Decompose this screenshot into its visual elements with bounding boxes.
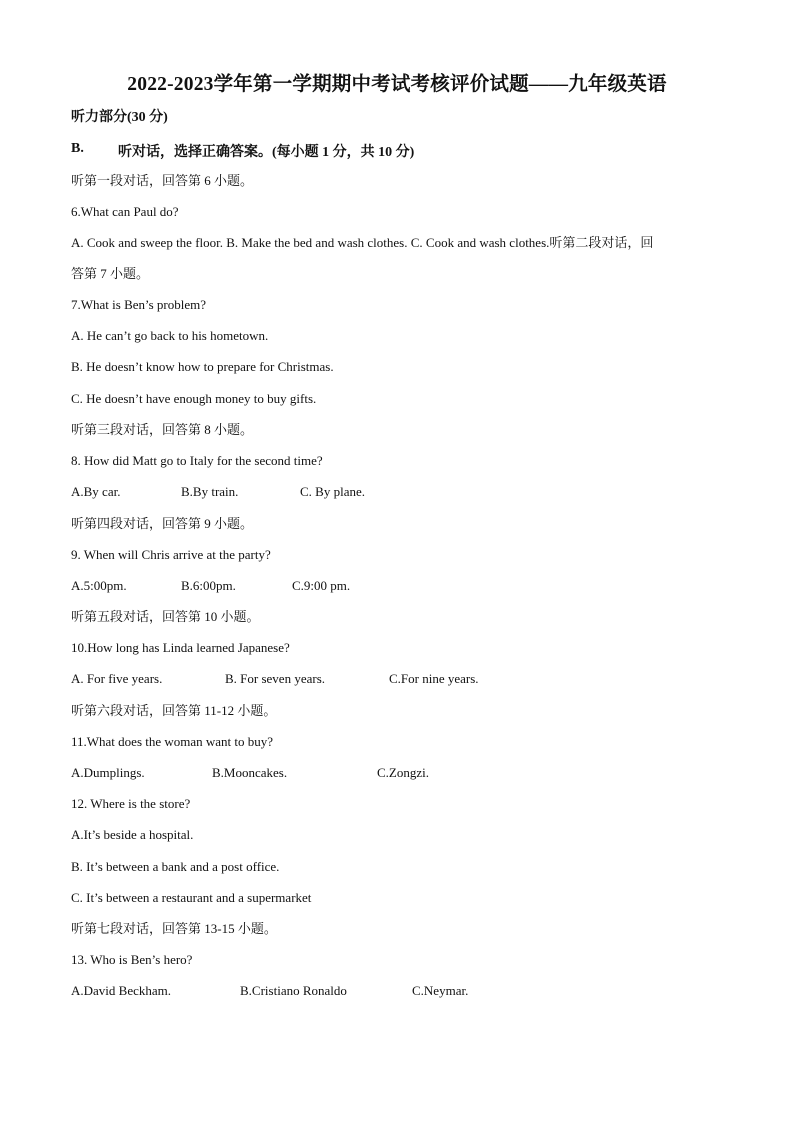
question-7-option-b: B. He doesn’t know how to prepare for Christmas. [71,359,334,374]
question-9-option-c: C.9:00 pm. [292,578,351,593]
dialog-5-intro: 听第五段对话，回答第 10 小题。 [71,609,260,624]
question-12-option-c: C. It’s between a restaurant and a supermarket [71,890,312,905]
question-10: 10.How long has Linda learned Japanese? [71,640,290,655]
dialog-7-intro: 听第七段对话，回答第 13-15 小题。 [71,921,277,936]
question-11: 11.What does the woman want to buy? [71,734,274,749]
question-7-option-a: A. He can’t go back to his hometown. [71,328,269,343]
question-12-option-b: B. It’s between a bank and a post office. [71,859,280,874]
question-11-option-a: A.Dumplings. [71,765,145,780]
question-9: 9. When will Chris arrive at the party? [71,547,271,562]
question-10-option-a: A. For five years. [71,671,163,686]
dialog-4-intro: 听第四段对话，回答第 9 小题。 [71,516,254,531]
dialog-6-intro: 听第六段对话，回答第 11-12 小题。 [71,703,277,718]
question-13: 13. Who is Ben’s hero? [71,952,193,967]
question-8-option-b: B.By train. [181,484,239,499]
section-b-instruction: 听对话，选择正确答案。(每小题 1 分，共 10 分) [118,145,415,160]
question-9-option-b: B.6:00pm. [181,578,236,593]
dialog-1-intro: 听第一段对话，回答第 6 小题。 [71,173,254,188]
question-9-option-a: A.5:00pm. [71,578,127,593]
section-b-label: B. [71,141,84,156]
question-10-option-b: B. For seven years. [225,671,326,686]
page-title: 2022-2023学年第一学期期中考试考核评价试题——九年级英语 [127,74,667,95]
question-12-option-a: A.It’s beside a hospital. [71,827,194,842]
question-12: 12. Where is the store? [71,796,191,811]
question-7-option-c: C. He doesn’t have enough money to buy gifts. [71,391,317,406]
question-11-option-b: B.Mooncakes. [212,765,288,780]
question-8: 8. How did Matt go to Italy for the second time? [71,453,323,468]
question-7: 7.What is Ben’s problem? [71,297,207,312]
question-8-option-c: C. By plane. [300,484,365,499]
question-10-option-c: C.For nine years. [389,671,479,686]
question-13-option-c: C.Neymar. [412,983,469,998]
question-13-option-b: B.Cristiano Ronaldo [240,983,347,998]
section-heading: 听力部分(30 分) [71,110,168,125]
question-11-option-c: C.Zongzi. [377,765,429,780]
question-8-option-a: A.By car. [71,484,121,499]
dialog-3-intro: 听第三段对话，回答第 8 小题。 [71,422,254,437]
dialog-2-intro-continued: 答第 7 小题。 [71,266,150,281]
question-13-option-a: A.David Beckham. [71,983,172,998]
question-6: 6.What can Paul do? [71,204,179,219]
question-6-options: A. Cook and sweep the floor. B. Make the bed and wash clothes. C. Cook and wash clothes.听第二段对话，回 [71,235,654,250]
